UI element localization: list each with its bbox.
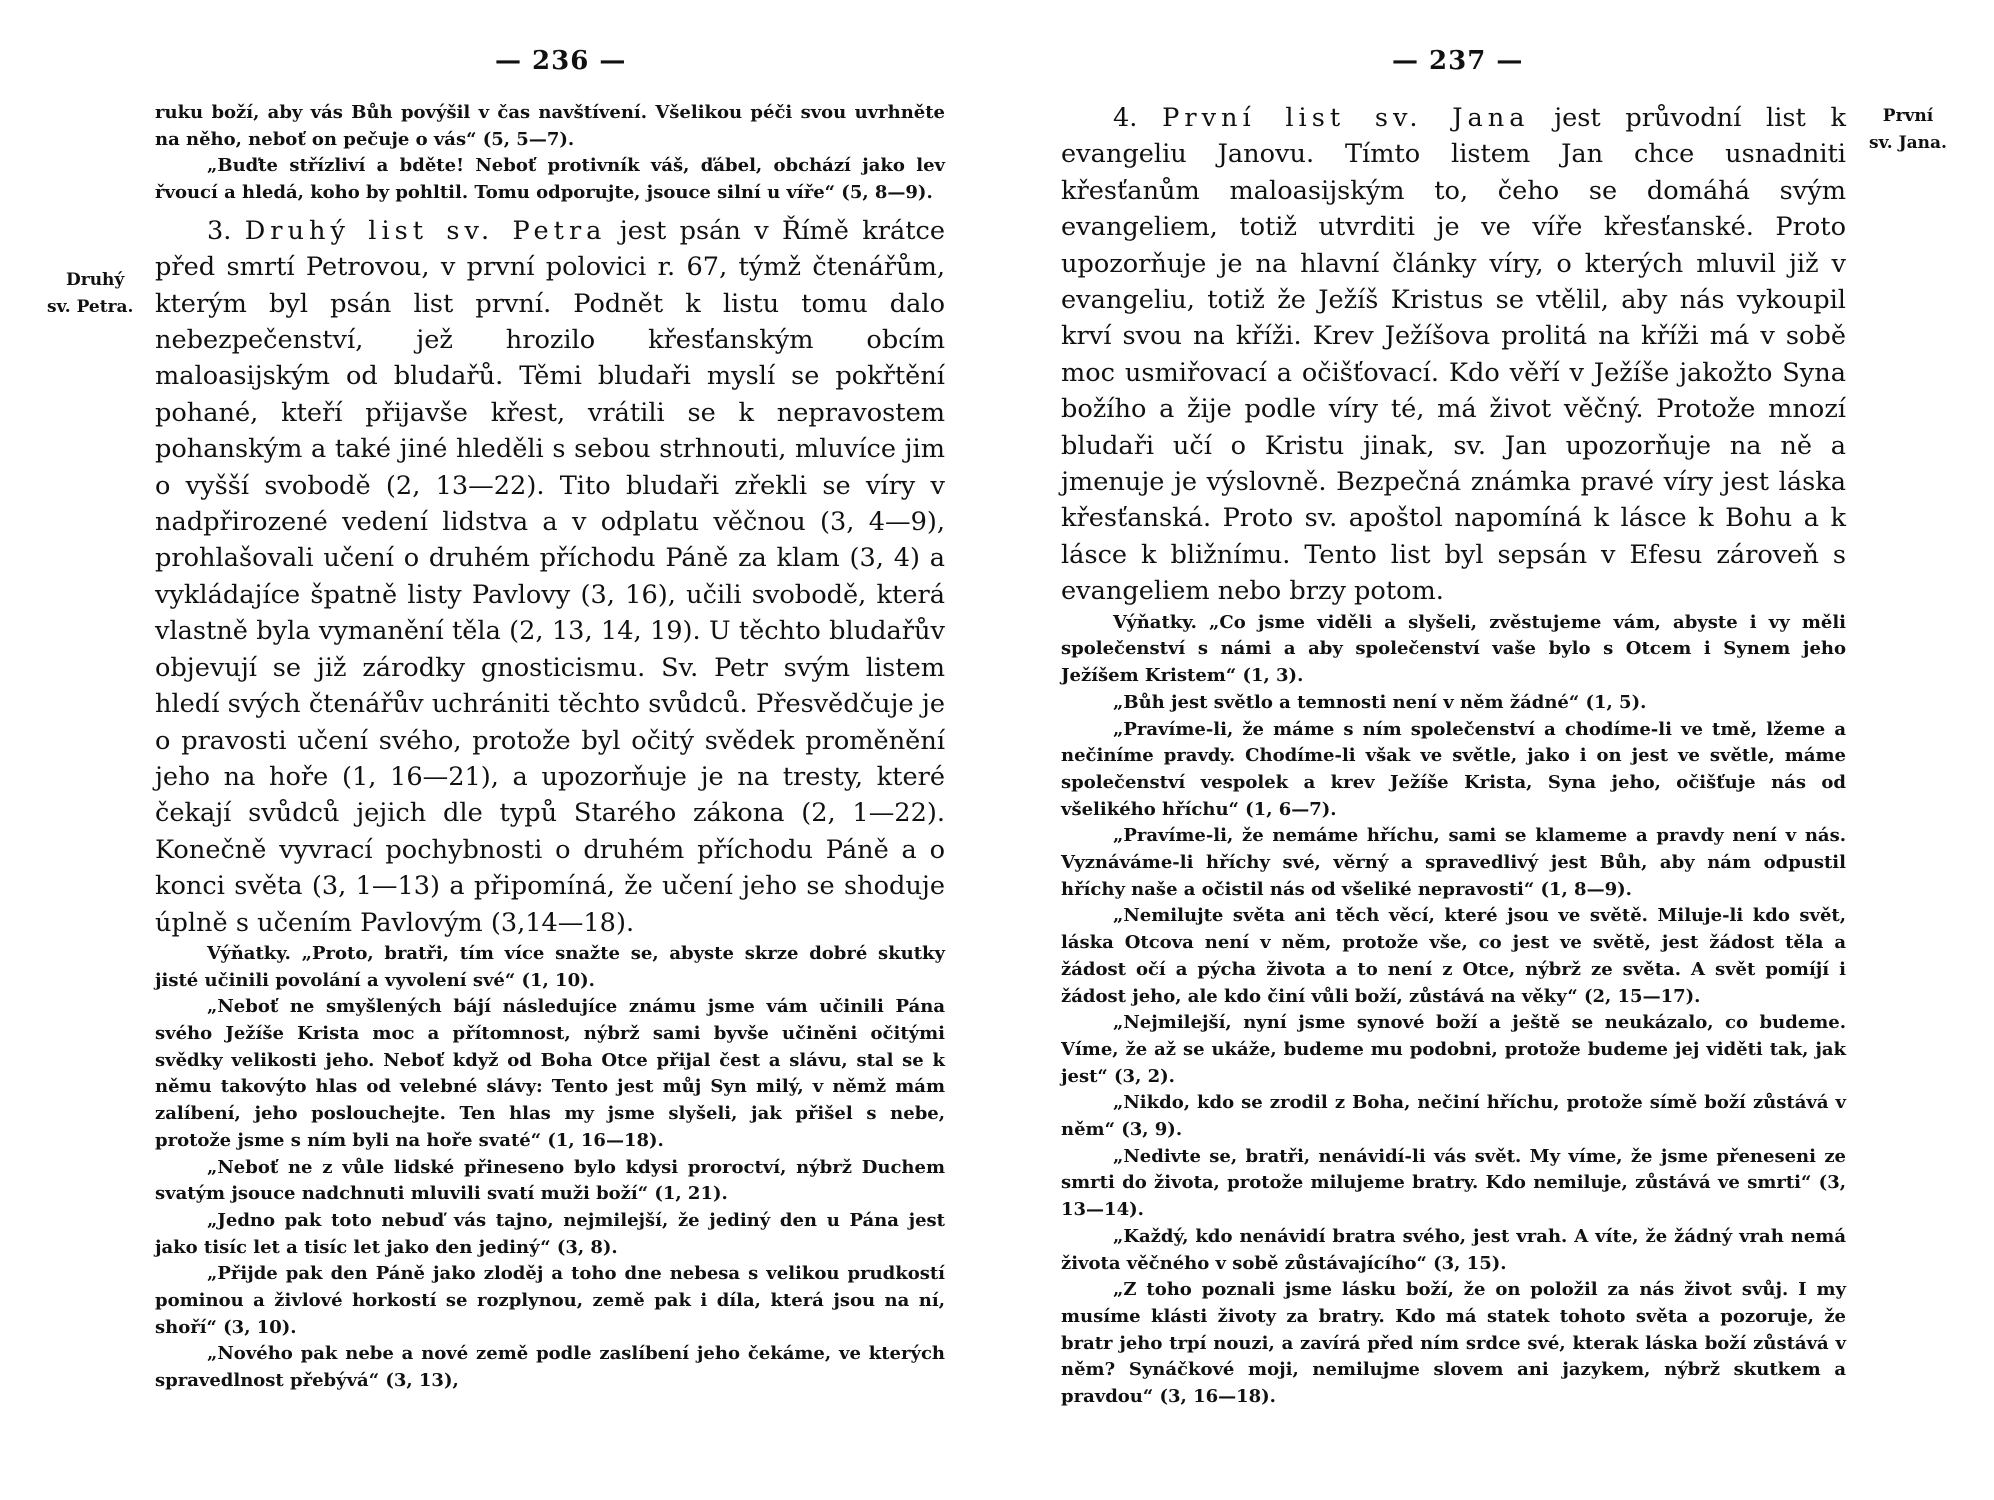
left-section-body: jest psán v Římě krátce před smrtí Petrovou, v první polovici r. 67, týmž čtenářům, kterým byl psán list první. Podnět k listu tomu dalo nebezpečenství, jež hrozilo křesťanským obcím maloasijským od bludařů. Těmi bludaři myslí se pokřtění pohané, kteří přijavše křest, vrátili se k nepravostem pohanským a také jiné hleděli s sebou strhnouti, mluvíce jim o vyšší svobodě (2, 13—22). Tito bludaři zřekli se víry v nadpřirozené vedení lidstva a v odplatu věčnou (3, 4—9), prohlašovali učení o druhém příchodu Páně za klam (3, 4) a vykládajíce špatně listy Pavlovy (3, 16), učili svobodě, která vlastně byla vymanění těla (2, 13, 14, 19). U těchto bludařův objevují se již zárodky gnosticismu. Sv. Petr svým listem hledí svých čtenářův uchrániti těchto svůdců. Přesvědčuje je o pravosti učení svého, protože byl očitý svědek proměnění jeho na hoře (1, 16—21), a upozorňuje je na tresty, které čekají svůdců jejich dle typů Starého zákona (2, 1—22). Konečně vyvrací pochybnosti o druhém příchodu Páně a o konci světa (3, 1—13) a připomíná, že učení jeho se shoduje úplně s učením Pavlovým (3,14—18).: [155, 215, 945, 938]
right-excerpt: „Každý, kdo nenávidí bratra svého, jest vrah. A víte, že žádný vrah nemá života věčného v sobě zůstávajícího“ (3, 15).: [1061, 1225, 1846, 1274]
right-excerpt: „Nejmilejší, nyní jsme synové boží a ještě se neukázalo, co budeme. Víme, že až se ukáže, budeme mu podobni, protože budeme jej viděti tak, jak jest“ (3, 2).: [1061, 1012, 1846, 1087]
right-excerpt: „Nikdo, kdo se zrodil z Boha, nečiní hříchu, protože símě boží zůstává v něm“ (3, 9).: [1061, 1092, 1846, 1141]
right-excerpt-label: Výňatky.: [1113, 611, 1197, 633]
right-excerpt: „Nemilujte světa ani těch věcí, které jsou ve světě. Miluje-li kdo svět, láska Otcova není v něm, protože vše, co jest ve světě, jest žádost těla a žádost očí a pýcha života a to není z Otce, nýbrž ze světa. A svět pomíjí i žádost jeho, ale kdo činí vůli boží, zůstává na věky“ (2, 15—17).: [1061, 905, 1846, 1007]
left-section-number: 3.: [207, 215, 232, 246]
right-section-body: jest průvodní list k evangeliu Janovu. Tímto listem Jan chce usnadniti křesťanům maloasijským to, čeho se domáhá svým evangeliem, totiž utvrditi je ve víře křesťanské. Proto upozorňuje je na hlavní články víry, o kterých mluvil již v evangeliu, totiž že Ježíš Kristus se vtělil, aby nás vykoupil krví svou na kříži. Krev Ježíšova prolitá na kříži má v sobě moc usmiřovací a očišťovací. Kdo věří v Ježíše jakožto Syna božího a žije podle víry té, má život věčný. Protože mnozí bludaři učí o Kristu jinak, sv. Jan upozorňuje na ně a jmenuje je výslovně. Bezpečná známka pravé víry jest láska křesťanská. Proto sv. apoštol napomíná k lásce k Bohu a k lásce k bližnímu. Tento list byl sepsán v Efesu zároveň s evangeliem nebo brzy potom.: [1061, 103, 1846, 607]
right-excerpt: „Z toho poznali jsme lásku boží, že on položil za nás život svůj. I my musíme klásti životy za bratry. Kdo má statek tohoto světa a pozoruje, že bratr jeho trpí nouzi, a zavírá před ním srdce své, kterak láska boží zůstává v něm? Synáčkové moji, nemilujme slovem ani jazykem, nýbrž skutkem a pravdou“ (3, 16—18).: [1061, 1279, 1846, 1408]
right-excerpt: „Nedivte se, bratři, nenávidí-li vás svět. My víme, že jsme přeneseni ze smrti do života, protože milujeme bratry. Kdo nemiluje, zůstává ve smrti“ (3, 13—14).: [1061, 1145, 1846, 1221]
right-margin-note-line-1: První: [1882, 106, 1934, 126]
right-section-paragraph: [1061, 100, 1846, 610]
right-margin-note: [1853, 103, 1963, 157]
page-number-left: — 236 —: [495, 46, 627, 76]
left-excerpt-label: Výňatky.: [207, 942, 291, 964]
right-excerpt: „Pravíme-li, že nemáme hříchu, sami se klameme a pravdy není v nás. Vyznáváme-li hříchy své, věrný a spravedlivý jest Bůh, aby nám odpustil hříchy naše a očistil nás od všeliké nepravosti“ (1, 8—9).: [1061, 825, 1846, 900]
left-excerpt: „Nového pak nebe a nové země podle zaslíbení jeho čekáme, ve kterých spravedlnost přebývá“ (3, 13),: [155, 1343, 945, 1392]
left-intro-paragraph-1: ruku boží, aby vás Bůh povýšil v čas navštívení. Všelikou péči svou uvrhněte na něho, neboť on pečuje o vás“ (5, 5—7).: [155, 102, 945, 150]
left-intro-paragraph-2: „Buďte střízliví a bděte! Neboť protivník váš, ďábel, obchází jako lev řvoucí a hledá, koho by pohltil. Tomu odporujte, jsouce silní u víře“ (5, 8—9).: [155, 155, 945, 204]
right-excerpt: „Pravíme-li, že máme s ním společenství a chodíme-li ve tmě, lžeme a nečiníme pravdy. Chodíme-li však ve světle, jako i on jest ve světle, máme společenství vespolek a krev Ježíše Krista, Syna jeho, očišťuje nás od všelikého hříchu“ (1, 6—7).: [1061, 718, 1846, 820]
left-excerpt-first-text: „Proto, bratři, tím více snažte se, abyste skrze dobré skutky jisté učinili povolání a vyvolení své“ (1, 10).: [155, 942, 945, 991]
left-excerpt: „Přijde pak den Páně jako zloděj a toho dne nebesa s velikou prudkostí pominou a živlové horkostí se rozplynou, země pak i díla, která jsou na ní, shoří“ (3, 10).: [155, 1263, 945, 1338]
right-section-title: První list sv. Jana: [1162, 103, 1530, 133]
right-margin-note-line-2: sv. Jana.: [1869, 133, 1947, 153]
page-number-right: — 237 —: [1392, 46, 1524, 76]
left-excerpt: „Jedno pak toto nebuď vás tajno, nejmilejší, že jediný den u Pána jest jako tisíc let a tisíc let jako den jediný“ (3, 8).: [155, 1209, 945, 1258]
left-excerpt: „Neboť ne smyšlených bájí následujíce známu jsme vám učinili Pána svého Ježíše Krista moc a přítomnost, nýbrž sami byvše učiněni očitými svědky velikosti jeho. Neboť když od Boha Otce přijal čest a slávu, stal se k němu takovýto hlas od velebné slávy: Tento jest můj Syn milý, v němž mám zalíbení, jeho poslouchejte. Ten hlas my jsme slyšeli, jak přišel s nebe, protože jsme s ním byli na hoře svaté“ (1, 16—18).: [155, 996, 945, 1151]
left-section-title: Druhý list sv. Petra: [244, 215, 607, 246]
left-excerpt-first: [155, 941, 945, 994]
right-excerpt-first-text: „Co jsme viděli a slyšeli, zvěstujeme vám, abyste i vy měli společenství s námi a aby společenství vaše bylo s Otcem i Synem jeho Ježíšem Kristem“ (1, 3).: [1061, 611, 1846, 687]
right-text-column: [1061, 100, 1846, 1411]
left-text-column: [155, 100, 945, 1395]
left-margin-note-line-2: sv. Petra.: [47, 297, 134, 317]
left-margin-note-line-1: Druhý: [66, 270, 125, 290]
right-page: [997, 0, 1994, 1500]
right-excerpt: „Bůh jest světlo a temnosti není v něm žádné“ (1, 5).: [1113, 691, 1647, 713]
right-section-number: 4.: [1113, 103, 1138, 133]
left-excerpt: „Neboť ne z vůle lidské přineseno bylo kdysi proroctví, nýbrž Duchem svatým jsouce nadchnuti mluvili svatí muži boží“ (1, 21).: [155, 1156, 945, 1205]
left-section-paragraph: [155, 213, 945, 941]
right-excerpt-first: [1061, 610, 1846, 690]
